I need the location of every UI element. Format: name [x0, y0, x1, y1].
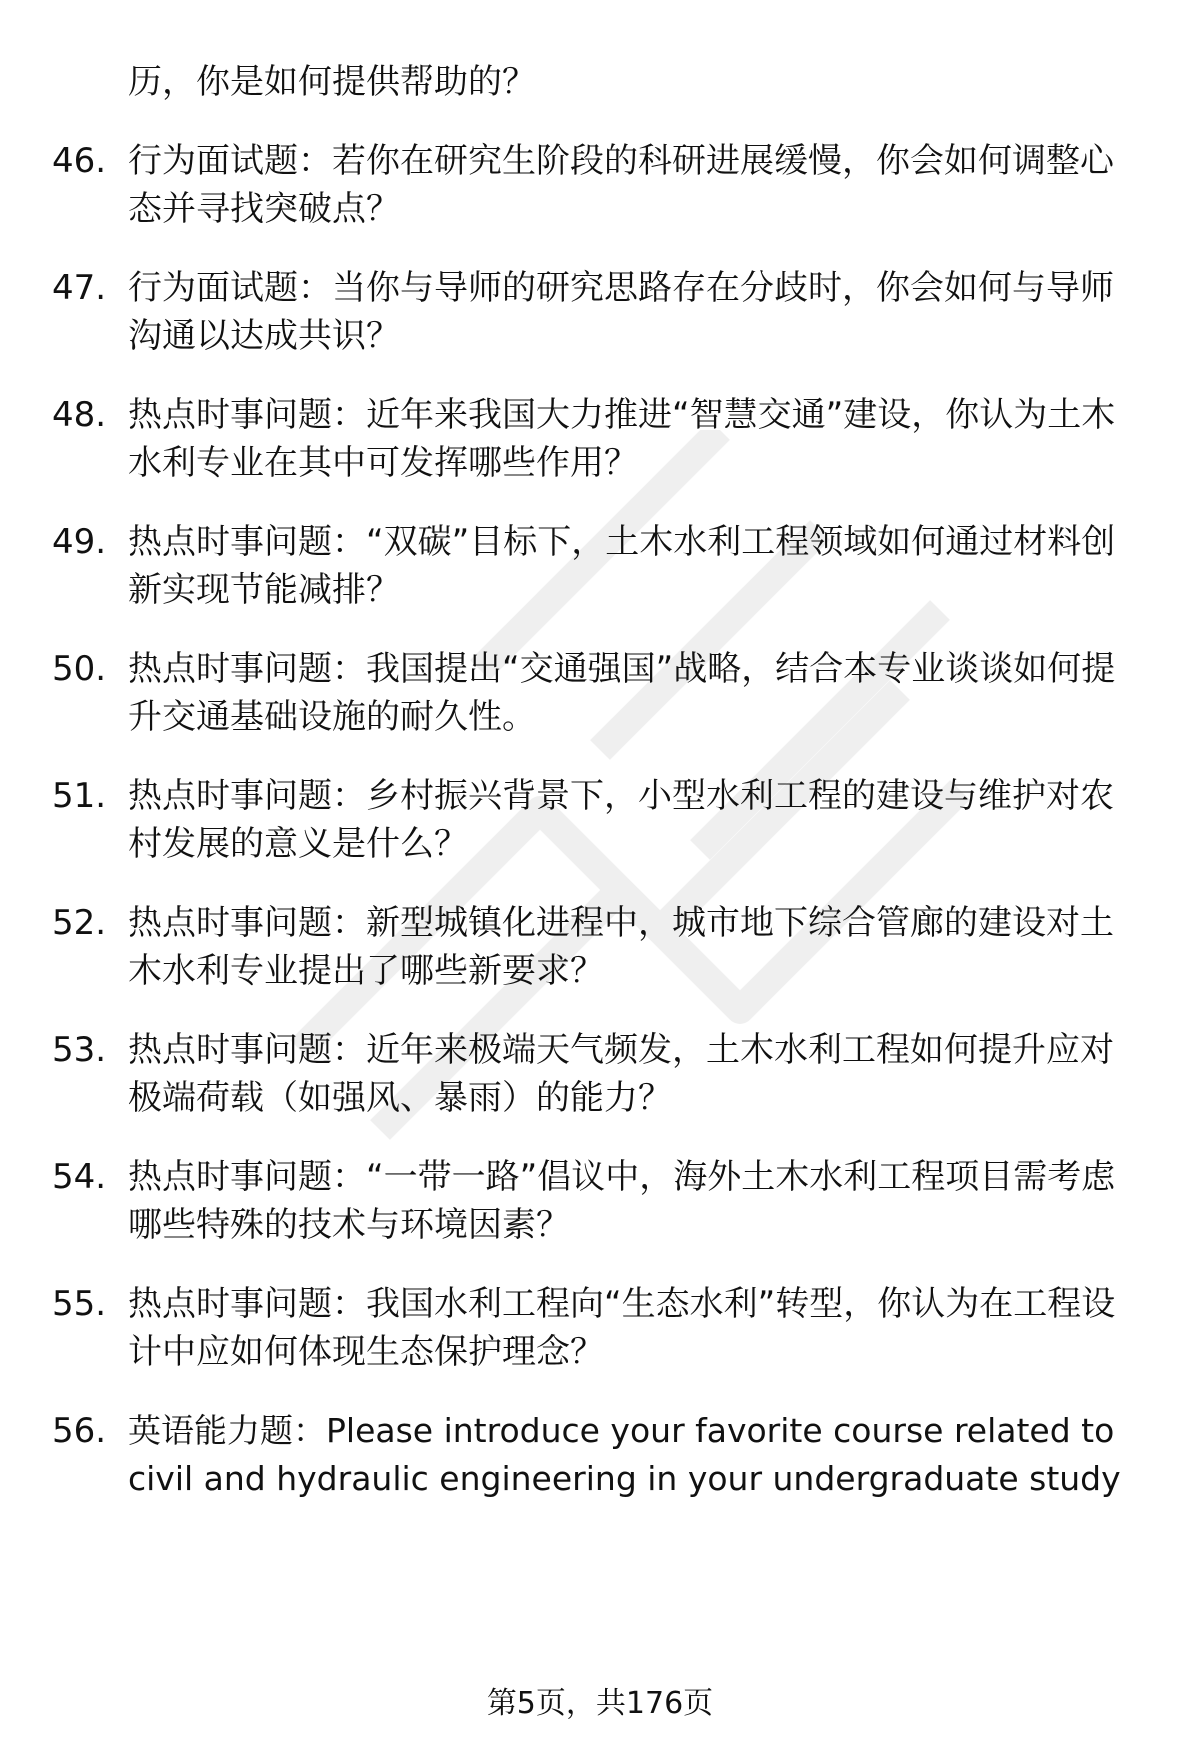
question-number: 46. [52, 141, 107, 181]
question-number: 54. [52, 1157, 107, 1197]
question-number: 53. [52, 1030, 107, 1070]
question-number: 50. [52, 649, 107, 689]
question-text: 热点时事问题：乡村振兴背景下，小型水利工程的建设与维护对农村发展的意义是什么？ [128, 776, 1114, 864]
list-item [0, 772, 1200, 868]
question-text: 英语能力题：Please introduce your favorite course related to civil and hydraulic engineering in your undergraduate study [128, 1411, 1121, 1498]
question-text: 热点时事问题：近年来极端天气频发，土木水利工程如何提升应对极端荷载（如强风、暴雨）的能力？ [128, 1030, 1114, 1118]
question-text: 热点时事问题：“双碳”目标下，土木水利工程领域如何通过材料创新实现节能减排？ [128, 522, 1116, 610]
list-item [0, 137, 1200, 233]
question-number: 48. [52, 395, 107, 435]
page-footer: 第5页，共176页 [486, 1686, 714, 1721]
list-item [0, 1280, 1200, 1376]
list-item [0, 1026, 1200, 1122]
question-text: 热点时事问题：我国提出“交通强国”战略，结合本专业谈谈如何提升交通基础设施的耐久性。 [128, 649, 1116, 737]
question-number: 47. [52, 268, 107, 308]
question-continuation: 历，你是如何提供帮助的？ [128, 62, 536, 102]
list-item [0, 645, 1200, 741]
question-text: 热点时事问题：“一带一路”倡议中，海外土木水利工程项目需考虑哪些特殊的技术与环境因素？ [128, 1157, 1116, 1245]
question-number: 55. [52, 1284, 107, 1324]
list-item [0, 391, 1200, 487]
list-item [0, 899, 1200, 995]
question-number: 49. [52, 522, 107, 562]
list-item [0, 264, 1200, 360]
question-number: 51. [52, 776, 107, 816]
question-text: 热点时事问题：近年来我国大力推进“智慧交通”建设，你认为土木水利专业在其中可发挥哪些作用？ [128, 395, 1116, 483]
question-text: 行为面试题：当你与导师的研究思路存在分歧时，你会如何与导师沟通以达成共识？ [128, 268, 1114, 356]
list-item [0, 1153, 1200, 1249]
list-item [0, 1407, 1200, 1503]
question-number: 52. [52, 903, 107, 943]
question-number: 56. [52, 1411, 107, 1451]
question-text: 行为面试题：若你在研究生阶段的科研进展缓慢，你会如何调整心态并寻找突破点？ [128, 141, 1114, 229]
list-item [0, 518, 1200, 614]
question-text: 热点时事问题：新型城镇化进程中，城市地下综合管廊的建设对土木水利专业提出了哪些新要求？ [128, 903, 1114, 991]
question-text: 热点时事问题：我国水利工程向“生态水利”转型，你认为在工程设计中应如何体现生态保护理念？ [128, 1284, 1116, 1372]
question-list [0, 58, 1200, 1534]
